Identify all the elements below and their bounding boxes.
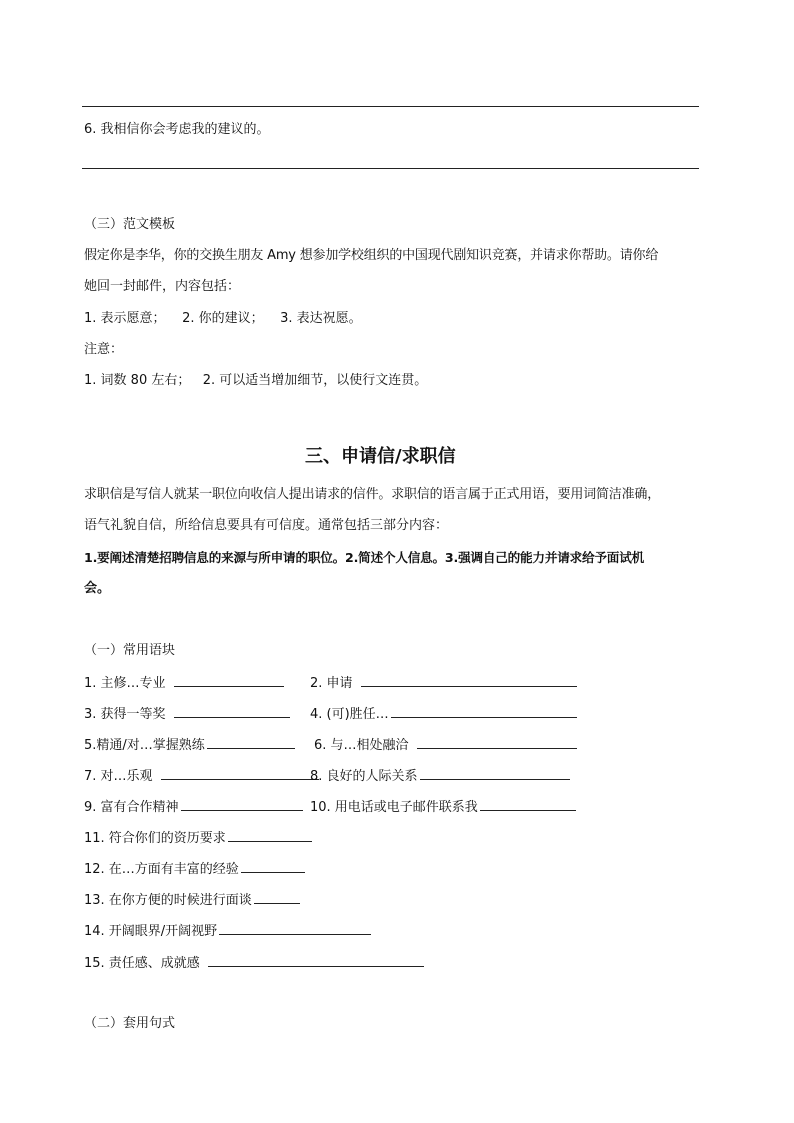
phrase-item xyxy=(84,860,305,878)
prompt-text: 假定你是李华，你的交换生朋友 Amy 想参加学校组织的中国现代剧知识竞赛，并请求你帮助。请你给 xyxy=(84,248,659,263)
phrase-item xyxy=(310,674,577,692)
phrase-item xyxy=(84,705,290,723)
phrase-item xyxy=(84,954,424,972)
sentences-heading: （二）套用句式 xyxy=(84,1016,176,1031)
blank-line xyxy=(228,829,312,842)
phrase-label: 3. 获得一等奖 xyxy=(84,707,166,722)
prompt-text: 她回一封邮件，内容包括： xyxy=(84,279,241,294)
answer-line xyxy=(82,106,699,107)
blank-line xyxy=(161,767,319,780)
blank-line xyxy=(208,954,424,967)
phrase-item xyxy=(314,736,577,754)
phrase-label: 6. 与…相处融洽 xyxy=(314,738,409,753)
content-points: 1. 表示愿意； 2. 你的建议； 3. 表达祝愿。 xyxy=(84,311,362,326)
blank-line xyxy=(181,798,303,811)
phrase-label: 8. 良好的人际关系 xyxy=(310,769,418,784)
blank-line xyxy=(480,798,576,811)
phrase-label: 9. 富有合作精神 xyxy=(84,800,179,815)
item-6: 6. 我相信你会考虑我的建议的。 xyxy=(84,122,270,137)
key-points: 会。 xyxy=(84,581,111,596)
blank-line xyxy=(361,674,577,687)
chapter-title: 三、申请信/求职信 xyxy=(305,446,456,467)
phrase-label: 5.精通/对…掌握熟练 xyxy=(84,738,205,753)
blank-line xyxy=(420,767,570,780)
phrase-item xyxy=(84,767,319,785)
blank-line xyxy=(219,922,371,935)
phrase-item xyxy=(84,922,371,940)
blank-line xyxy=(417,736,577,749)
phrase-label: 4. (可)胜任… xyxy=(310,707,389,722)
notes: 1. 词数 80 左右； 2. 可以适当增加细节，以使行文连贯。 xyxy=(84,373,428,388)
phrase-item xyxy=(310,767,570,785)
phrase-item xyxy=(84,829,312,847)
blank-line xyxy=(391,705,577,718)
phrase-item xyxy=(84,674,284,692)
phrase-label: 14. 开阔眼界/开阔视野 xyxy=(84,924,218,939)
phrases-heading: （一）常用语块 xyxy=(84,643,176,658)
phrase-label: 10. 用电话或电子邮件联系我 xyxy=(310,800,478,815)
intro-text: 语气礼貌自信，所给信息要具有可信度。通常包括三部分内容： xyxy=(84,518,449,533)
section-heading: （三）范文模板 xyxy=(84,217,176,232)
phrase-item xyxy=(310,705,577,723)
blank-line xyxy=(254,891,300,904)
phrase-item xyxy=(84,798,303,816)
key-points: 1.要阐述清楚招聘信息的来源与所申请的职位。2.简述个人信息。3.强调自己的能力并请求给予面试机 xyxy=(84,550,644,565)
phrase-item xyxy=(84,891,300,909)
phrase-item xyxy=(310,798,576,816)
phrase-label: 7. 对…乐观 xyxy=(84,769,153,784)
blank-line xyxy=(174,705,290,718)
blank-line xyxy=(207,736,295,749)
phrase-label: 2. 申请 xyxy=(310,676,353,691)
phrase-label: 13. 在你方便的时候进行面谈 xyxy=(84,893,252,908)
blank-line xyxy=(241,860,305,873)
note-label: 注意： xyxy=(84,342,124,357)
phrase-label: 11. 符合你们的资历要求 xyxy=(84,831,226,846)
phrase-label: 15. 责任感、成就感 xyxy=(84,956,200,971)
phrase-item xyxy=(84,736,295,754)
blank-line xyxy=(174,674,284,687)
intro-text: 求职信是写信人就某一职位向收信人提出请求的信件。求职信的语言属于正式用语，要用词简洁准确， xyxy=(84,487,661,502)
phrase-label: 1. 主修…专业 xyxy=(84,676,166,691)
phrase-label: 12. 在…方面有丰富的经验 xyxy=(84,862,239,877)
answer-line xyxy=(82,168,699,169)
